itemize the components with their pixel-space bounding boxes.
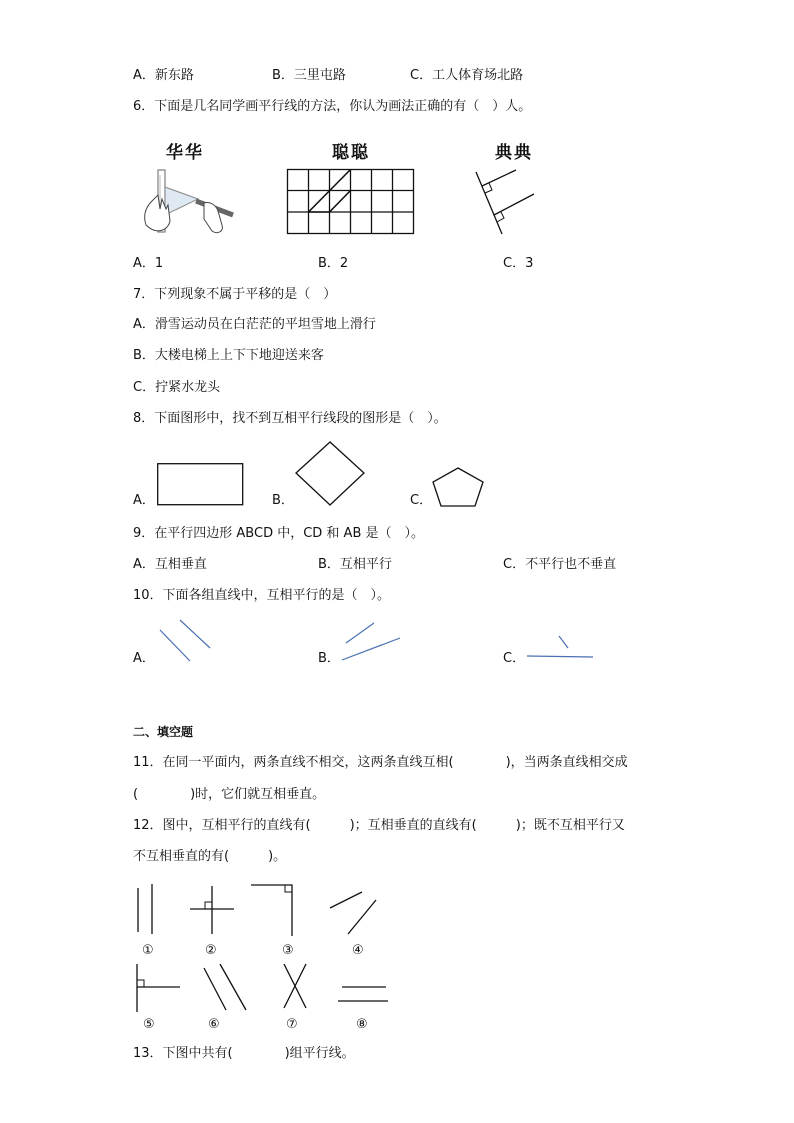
q12-label-2: ② — [205, 943, 217, 958]
q10-option-a[interactable]: A． — [133, 651, 155, 666]
q10-option-b[interactable]: B． — [318, 651, 340, 666]
q10-b-lines — [340, 620, 402, 662]
q12-fig8-parallel-horizontal — [336, 980, 390, 1006]
q9-stem: 9．在平行四边形 ABCD 中，CD 和 AB 是（ ）。 — [133, 526, 425, 541]
q12-fig5-perpendicular — [132, 962, 184, 1014]
q12-label-3: ③ — [282, 943, 294, 958]
q12-fig2-cross-perpendicular — [188, 884, 236, 936]
q6-option-c[interactable]: C．3 — [503, 256, 534, 271]
q10-a-lines — [158, 618, 214, 664]
q6-fig2-grid — [287, 169, 415, 235]
q8-option-b[interactable]: B． — [272, 493, 294, 508]
q7-stem: 7．下列现象不属于平移的是（ ） — [133, 287, 337, 302]
q5-option-a[interactable]: A．新东路 — [133, 68, 194, 83]
q8-option-c[interactable]: C． — [410, 493, 433, 508]
q11-line1: 11．在同一平面内，两条直线不相交，这两条直线互相( )，当两条直线相交成 — [133, 755, 628, 770]
q6-fig1-hands-ruler-image — [138, 165, 238, 237]
q7-option-c[interactable]: C．拧紧水龙头 — [133, 380, 221, 395]
q8-option-a[interactable]: A． — [133, 493, 155, 508]
q6-stem: 6．下面是几名同学画平行线的方法，你认为画法正确的有（ ）人。 — [133, 99, 532, 114]
q11-line2: ( )时，它们就互相垂直。 — [133, 787, 326, 802]
q12-fig6-parallel-slanted — [200, 962, 250, 1014]
q12-label-7: ⑦ — [286, 1017, 298, 1032]
q13-stem: 13．下图中共有( )组平行线。 — [133, 1046, 355, 1061]
q7-option-a[interactable]: A．滑雪运动员在白茫茫的平坦雪地上滑行 — [133, 317, 376, 332]
q8-pentagon-shape — [430, 466, 486, 508]
q6-fig3-title: 典典 — [495, 143, 533, 163]
q5-option-c[interactable]: C．工人体育场北路 — [410, 68, 524, 83]
q12-label-1: ① — [142, 943, 154, 958]
q9-option-c[interactable]: C．不平行也不垂直 — [503, 557, 617, 572]
q10-option-c[interactable]: C． — [503, 651, 526, 666]
q12-label-6: ⑥ — [208, 1017, 220, 1032]
q12-line2: 不互相垂直的有( )。 — [133, 849, 287, 864]
q6-fig1-title: 华华 — [166, 143, 204, 163]
q5-option-b[interactable]: B．三里屯路 — [272, 68, 346, 83]
q8-rhombus-shape — [294, 441, 366, 507]
q12-fig1-parallel-vertical — [132, 884, 158, 936]
q7-option-b[interactable]: B．大楼电梯上上下下地迎送来客 — [133, 348, 324, 363]
q6-fig2-title: 聪聪 — [332, 143, 370, 163]
q9-option-a[interactable]: A．互相垂直 — [133, 557, 207, 572]
q12-fig3-corner — [249, 882, 297, 938]
q9-option-b[interactable]: B．互相平行 — [318, 557, 392, 572]
q10-stem: 10．下面各组直线中，互相平行的是（ ）。 — [133, 588, 391, 603]
q12-fig7-crossing-lines — [280, 962, 310, 1012]
q6-fig3-perpendiculars — [472, 166, 544, 238]
q8-rectangle-shape — [157, 463, 245, 507]
q10-c-lines — [525, 634, 595, 660]
q12-label-4: ④ — [352, 943, 364, 958]
q12-fig4-slanted-lines — [328, 890, 380, 938]
q8-stem: 8．下面图形中，找不到互相平行线段的图形是（ ）。 — [133, 411, 447, 426]
q6-option-a[interactable]: A．1 — [133, 256, 164, 271]
q6-option-b[interactable]: B．2 — [318, 256, 349, 271]
q12-label-5: ⑤ — [143, 1017, 155, 1032]
q12-label-8: ⑧ — [356, 1017, 368, 1032]
section-heading-fill-in: 二、填空题 — [133, 725, 194, 739]
q12-line1: 12．图中，互相平行的直线有( )；互相垂直的直线有( )；既不互相平行又 — [133, 818, 625, 833]
